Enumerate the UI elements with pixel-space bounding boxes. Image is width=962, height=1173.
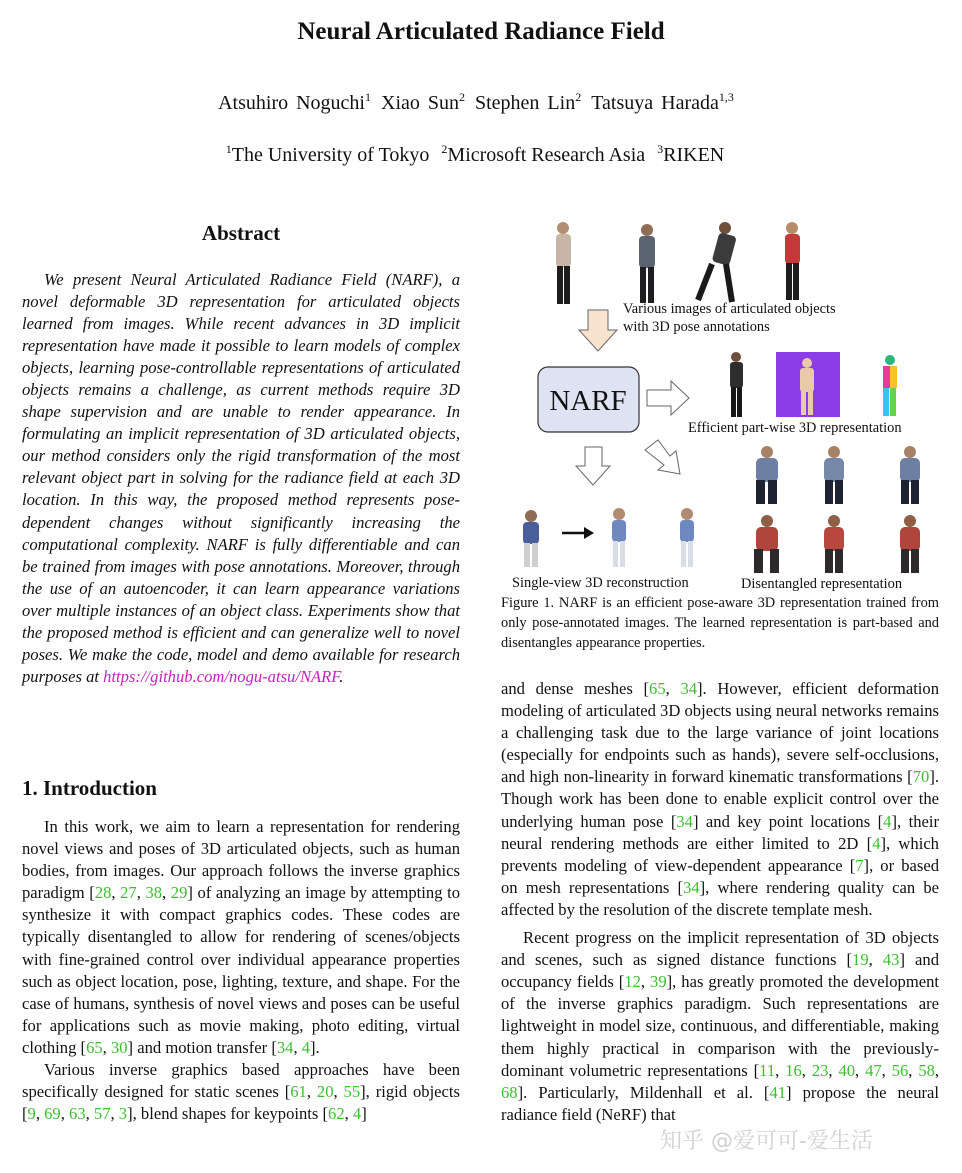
citation-link[interactable]: 4	[872, 833, 881, 853]
citation-link[interactable]: 58	[918, 1060, 935, 1080]
affiliation-list	[0, 144, 962, 167]
figure-1	[500, 210, 945, 595]
top-label-line-1: Various images of articulated objects	[623, 301, 836, 317]
single-view-input	[523, 510, 539, 567]
citation-link[interactable]: 65	[86, 1037, 103, 1057]
right-paragraph-2: Recent progress on the implicit representation of 3D objects and scenes, such as signed distance functions [19, 43] and occupancy fields [12, 39], has greatly promoted the development of the inverse graphics paradigm. Such representations are lightweight in model size, continuous, and differentiable, making them highly practical in comparison with the previously-dominant volumetric representations [11, 16, 23, 40, 47, 56, 58, 68]. Particularly, Mildenhall et al. [41] propose the neural radiance field (NeRF) that	[501, 928, 940, 1124]
single-view-output-1	[612, 508, 626, 567]
citation-link[interactable]: 34	[683, 877, 700, 897]
citation-link[interactable]: 43	[882, 950, 900, 970]
affiliation-2: $^2$Microsoft Research Asia	[441, 142, 646, 166]
citation-link[interactable]: 40	[838, 1060, 856, 1080]
author-4: Tatsuya Harada$^{1,3}$	[591, 90, 734, 114]
author-1: Atsuhiro Noguchi$^1$	[218, 90, 371, 114]
citation-link[interactable]: 12	[624, 972, 641, 992]
intro-paragraph-2: Various inverse graphics based approaches have been specifically designed for static scenes [61, 20, 55], rigid objects [9, 69, 63, 57, 3], blend shapes for keypoints [62, 4]	[22, 1060, 460, 1124]
citation-link[interactable]: 56	[891, 1060, 909, 1080]
citation-link[interactable]: 68	[501, 1082, 518, 1102]
citation-link[interactable]: 41	[769, 1082, 787, 1102]
citation-link[interactable]: 20	[316, 1082, 334, 1102]
person-image-1	[556, 222, 571, 304]
citation-link[interactable]: 34	[676, 811, 693, 831]
single-view-label: Single-view 3D reconstruction	[512, 575, 689, 591]
citation-link[interactable]: 39	[650, 972, 667, 992]
disentangled-row-1	[756, 446, 920, 504]
author-list	[0, 92, 962, 115]
part-wise-image-segments	[883, 355, 897, 416]
person-image-4	[785, 222, 800, 300]
citation-link[interactable]: 34	[276, 1037, 294, 1057]
arrow-down-icon-2	[576, 447, 610, 485]
citation-link[interactable]: 30	[110, 1037, 128, 1057]
paper-title: Neural Articulated Radiance Field	[297, 18, 665, 45]
abstract-body	[22, 269, 460, 688]
right-paragraph-1: and dense meshes [65, 34]. However, efficient deformation modeling of articulated 3D objects using neural networks remains a challenging task due to the large variance of joint locations (especially for endpoints such as hands), severe self-occlusions, and high non-linearity in forward kinematic transformations [70]. Though work has been done to enable explicit control over the underlying human pose [34] and key point locations [4], their neural rendering methods are either limited to 2D [4], which prevents modeling of view-dependent appearance [7], or based on mesh representations [34], where rendering quality can be affected by the resolution of the discrete template mesh.	[501, 679, 940, 919]
abstract-heading: Abstract	[201, 221, 281, 245]
citation-link[interactable]: 3	[118, 1104, 128, 1124]
citation-link[interactable]: 11	[759, 1060, 776, 1080]
citation-link[interactable]: 55	[343, 1082, 361, 1102]
citation-link[interactable]: 57	[93, 1104, 111, 1124]
narf-box-label: NARF	[549, 385, 627, 417]
citation-link[interactable]: 9	[27, 1104, 36, 1124]
arrow-diagonal-icon	[645, 440, 680, 474]
author-3: Stephen Lin$^2$	[475, 90, 582, 114]
citation-link[interactable]: 28	[94, 883, 112, 903]
disentangled-row-2	[754, 515, 920, 573]
citation-link[interactable]: 19	[852, 950, 869, 970]
citation-link[interactable]: 47	[865, 1060, 882, 1080]
citation-link[interactable]: 4	[883, 811, 892, 831]
citation-link[interactable]: 34	[680, 679, 698, 698]
citation-link[interactable]: 4	[352, 1104, 362, 1124]
citation-link[interactable]: 61	[290, 1082, 307, 1102]
citation-link[interactable]: 23	[811, 1060, 829, 1080]
author-2: Xiao Sun$^2$	[381, 90, 465, 114]
abstract-text: We present Neural Articulated Radiance Field (NARF), a novel deformable 3D representation for articulated objects learned from images. While recent advances in 3D implicit representation have made it possible to learn models of complex objects, learning pose-controllable representations of articulated objects remains a challenge, as current methods require 3D shape supervision and are unable to render appearance. In formulating an implicit representation of 3D articulated objects, our method considers only the rigid transformation of the most relevant object part in solving for the radiance field at each 3D location. In this way, the proposed method represents pose-dependent changes without significantly increasing the computational complexity. NARF is fully differentiable and can be trained from images with pose annotations. Moreover, through the use of an autoencoder, it can learn appearance variations over multiple instances of an object class. Experiments show that the proposed method is efficient and can generalize well to novel poses. We make the code, model and demo available for research purposes at	[22, 270, 460, 686]
code-link[interactable]: https://github.com/nogu-atsu/NARF	[103, 666, 340, 686]
figure-caption: Figure 1. NARF is an efficient pose-aware 3D representation trained from only pose-annotated images. The learned representation is part-based and disentangles appearance properties.	[501, 595, 939, 651]
citation-link[interactable]: 69	[44, 1104, 61, 1124]
arrow-right-icon	[647, 381, 689, 415]
intro-paragraph-1: In this work, we aim to learn a representation for rendering novel views and poses of 3D articulated objects, such as human bodies, from images. Our approach follows the inverse graphics paradigm [28, 27, 38, 29] of analyzing an image by attempting to synthesize it with compact graphics codes. These codes are typically disentangled to allow for rendering of scenes/objects with fine-grained control over individual appearance properties such as object location, pose, lighting, texture, and shape. For the case of humans, synthesis of novel views and poses can be useful for applications such as movie making, photo editing, virtual clothing [65, 30] and motion transfer [34, 4].	[22, 817, 460, 1057]
abstract-end: .	[339, 666, 344, 686]
citation-link[interactable]: 62	[328, 1104, 345, 1124]
citation-link[interactable]: 29	[170, 883, 188, 903]
introduction-body	[22, 816, 460, 1125]
citation-link[interactable]: 38	[145, 883, 163, 903]
affiliation-1: $^1$The University of Tokyo	[225, 142, 430, 166]
person-image-2	[639, 224, 655, 303]
efficient-representation-label: Efficient part-wise 3D representation	[688, 420, 902, 436]
citation-link[interactable]: 63	[69, 1104, 86, 1124]
section-heading-introduction: 1. Introduction	[22, 776, 157, 800]
citation-link[interactable]: 4	[301, 1037, 311, 1057]
single-view-output-2	[680, 508, 694, 567]
affiliation-3: $^3$RIKEN	[657, 142, 725, 166]
watermark: 知乎 @爱可可-爱生活	[660, 1129, 873, 1154]
citation-link[interactable]: 7	[855, 855, 864, 875]
citation-link[interactable]: 27	[120, 883, 137, 903]
citation-link[interactable]: 65	[649, 679, 666, 698]
top-label-line-2: with 3D pose annotations	[623, 319, 770, 335]
citation-link[interactable]: 70	[912, 767, 930, 787]
arrow-down-icon	[579, 310, 617, 351]
person-image-3	[698, 222, 737, 302]
part-wise-image-person	[730, 352, 743, 417]
disentangled-label: Disentangled representation	[741, 576, 903, 592]
citation-link[interactable]: 16	[785, 1060, 802, 1080]
right-column-body	[501, 678, 939, 1132]
